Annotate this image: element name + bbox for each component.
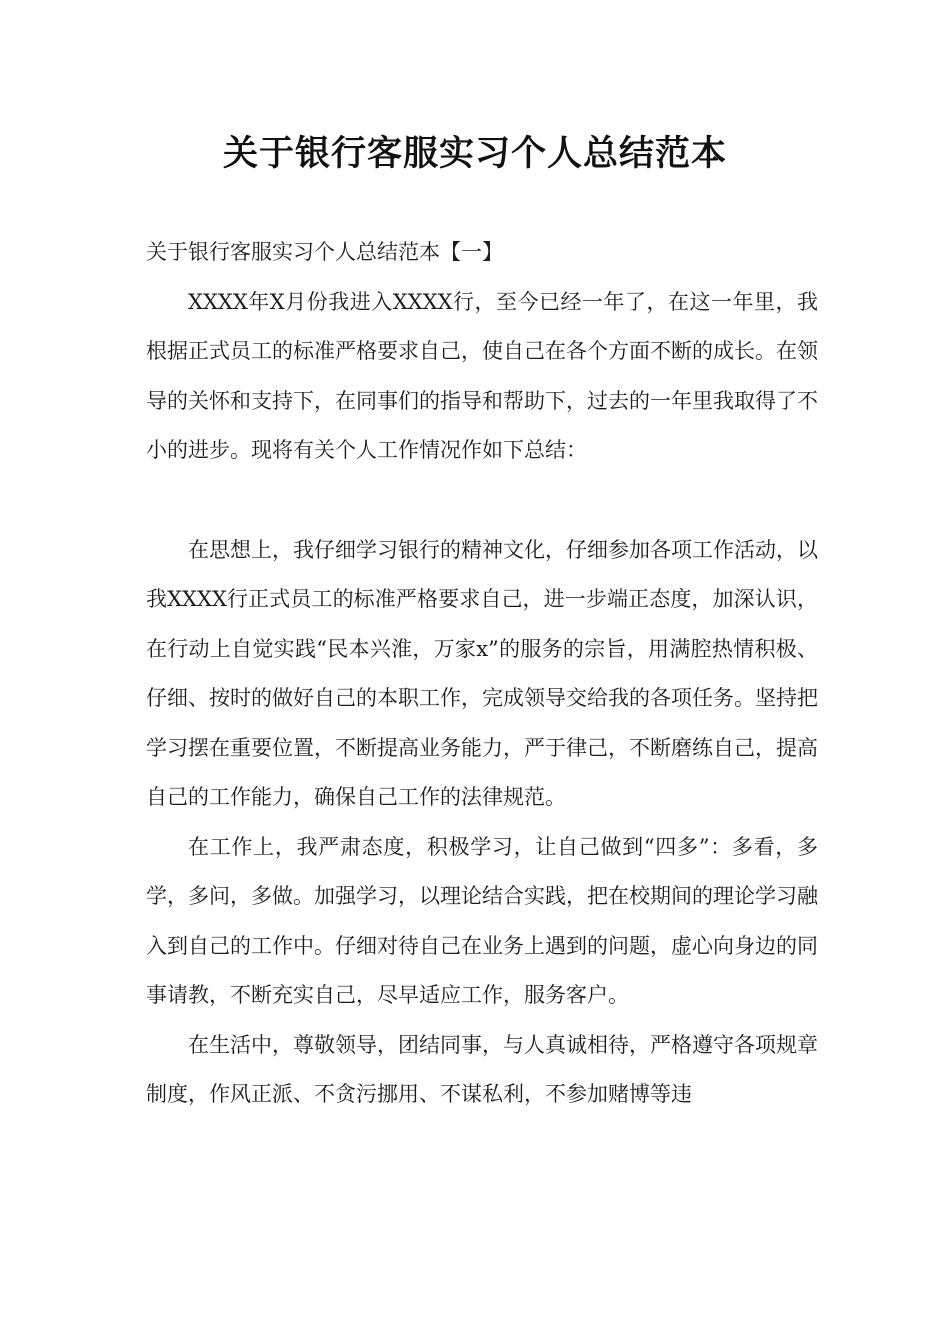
document-title: 关于银行客服实习个人总结范本 xyxy=(222,134,727,174)
paragraph-intro: XXXX年X月份我进入XXXX行，至今已经一年了，在这一年里，我根据正式员工的标准严格要求自己，使自己在各个方面不断的成长。在领导的关怀和支持下，在同事们的指导和帮助下，过去的一年里我取得了不小的进步。现将有关个人工作情况作如下总结： xyxy=(146,289,818,462)
paragraph-work: 在工作上，我严肃态度，积极学习，让自己做到“四多”：多看，多学，多问，多做。加强学习，以理论结合实践，把在校期间的理论学习融入到自己的工作中。仔细对待自己在业务上遇到的问题，虚心向身边的同事请教，不断充实自己，尽早适应工作，服务客户。 xyxy=(146,834,818,1007)
paragraph-life: 在生活中，尊敬领导，团结同事，与人真诚相待，严格遵守各项规章制度，作风正派、不贪污挪用、不谋私利，不参加赌博等违 xyxy=(146,1032,818,1106)
section-heading: 关于银行客服实习个人总结范本【一】 xyxy=(146,240,503,264)
document-body xyxy=(146,228,818,1120)
paragraph-gap xyxy=(146,476,818,526)
paragraph-thought: 在思想上，我仔细学习银行的精神文化，仔细参加各项工作活动，以我XXXX行正式员工的标准严格要求自己，进一步端正态度，加深认识，在行动上自觉实践“民本兴淮，万家x”的服务的宗旨，用满腔热情积极、仔细、按时的做好自己的本职工作，完成领导交给我的各项任务。坚持把学习摆在重要位置，不断提高业务能力，严于律己，不断磨练自己，提高自己的工作能力，确保自己工作的法律规范。 xyxy=(146,537,818,809)
